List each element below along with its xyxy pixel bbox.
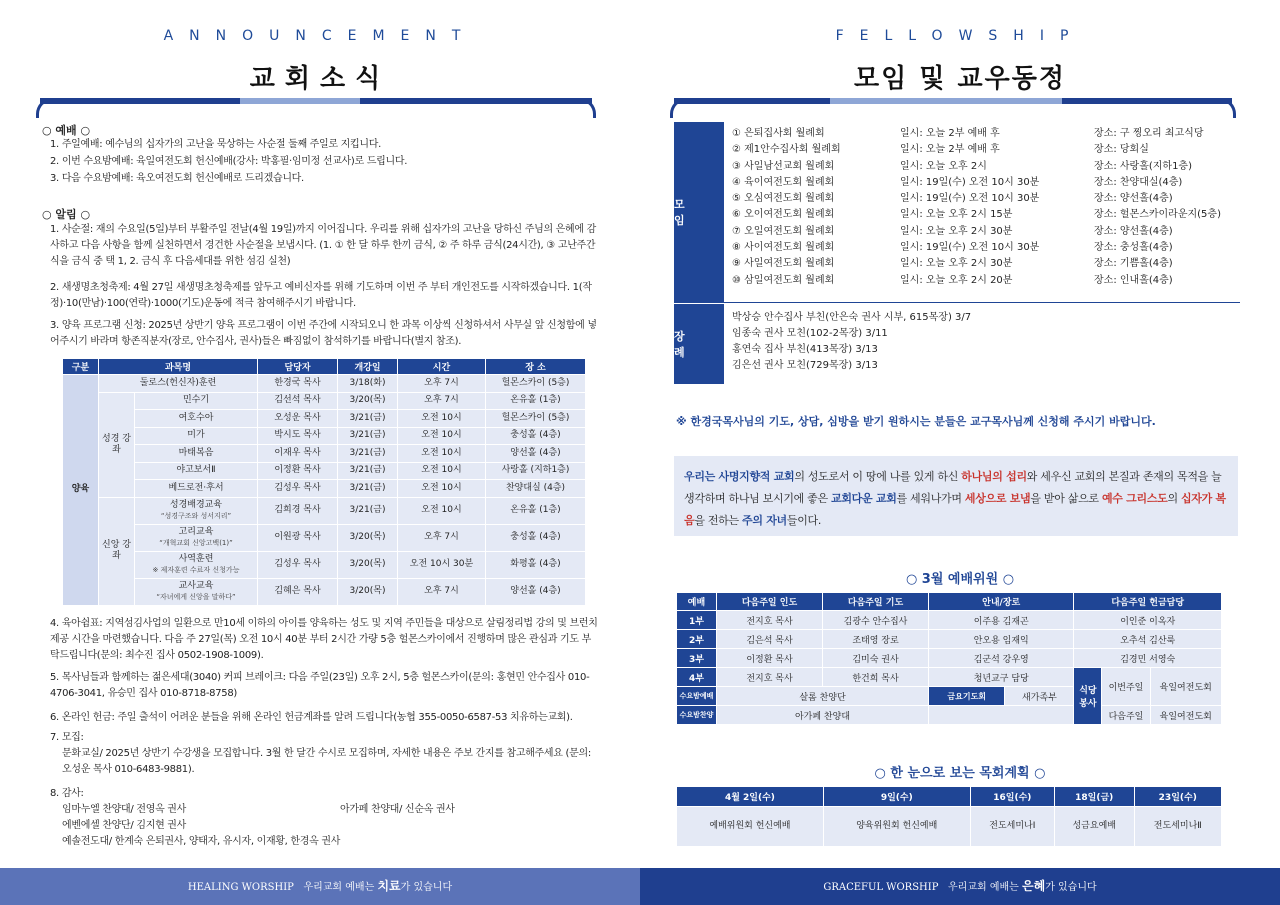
meeting-place: 장소: 인내홀(4층) [1094,274,1173,286]
cell: 3/21(금) [338,497,398,524]
cell: 육일여전도회 [1150,668,1221,706]
cell: 김미숙 권사 [823,649,929,668]
cell: 육일여전도회 [1150,706,1221,725]
notice-item: 6. 온라인 헌금: 주일 출석이 어려운 분들을 위해 온라인 헌금계좌를 알려 드립니다(농협 355-0050-6587-53 치유하는교회). [50,712,573,723]
footer-key: 치료 [377,879,401,893]
course-name: 고리교육 [178,526,214,537]
mission-text: 들이다. [786,514,822,527]
cell: 오후 7시 [398,524,486,551]
cell: 김광수 안수집사 [823,611,929,630]
cell: 오전 10시 [398,445,486,463]
meeting-list [732,126,1254,289]
group-label: 양육 [63,375,99,606]
meeting-place: 장소: 기쁨홀(4층) [1094,258,1173,270]
cell: 3부 [677,649,717,668]
th: 시간 [398,359,486,375]
cell: 오전 10시 [398,427,486,445]
cell: 김성우 목사 [258,551,338,578]
footer-ko: 가 있습니다 [400,882,453,893]
meeting-row [732,159,1254,175]
cell: 오성운 목사 [258,410,338,428]
worship-committee-table [676,592,1222,725]
th: 과목명 [99,359,258,375]
meeting-place: 장소: 사랑홀(지하1층) [1094,160,1192,172]
funeral-label: 장 례 [674,304,724,384]
cell: 김혜은 목사 [258,578,338,605]
meeting-name: ⑤ 오심여전도회 월례회 [732,193,835,205]
cell: 민수기 [135,392,258,410]
fellowship-page [640,0,1280,868]
cell: 3/20(목) [338,524,398,551]
th: 다음주일 인도 [717,593,823,611]
cell: 충성홀 (4층) [486,524,586,551]
course-sub: “개혁교회 신앙고백(1)” [159,538,233,547]
recruit-item: 문화교실/ 2025년 상반기 수강생을 모집합니다. 3월 한 달간 수시로 모집하며, 자세한 내용은 주보 간지를 참고해주세요 (문의: 오성운 목사 010-6483-9881). [62,748,591,775]
cell: 오전 10시 [398,480,486,498]
plan-table [676,786,1222,847]
meeting-time: 일시: 오늘 오후 2시 30분 [900,225,1013,237]
cell [135,551,258,578]
meeting-time: 일시: 19일(수) 오전 10시 30분 [900,193,1040,205]
funeral-item: 홍연숙 집사 부친(413목장) 3/13 [732,344,878,355]
th: 9일(수) [823,787,970,807]
meeting-place: 장소: 찬양대실(4층) [1094,176,1183,188]
program-table [62,358,586,606]
th: 안내/장로 [929,593,1074,611]
footer-en: GRACEFUL WORSHIP [823,882,939,893]
th: 구분 [63,359,99,375]
cell: 김성우 목사 [258,480,338,498]
page-title: 교회소식 [249,64,391,94]
funeral-item: 김은선 권사 모친(729목장) 3/13 [732,360,878,371]
footer-key: 은혜 [1022,879,1046,893]
cell: 헐몬스카이 (5층) [486,410,586,428]
cell: 3/21(금) [338,445,398,463]
notice-item: 4. 육아쉼표: 지역섬김사업의 일환으로 만10세 이하의 아이를 양육하는 성도 및 지역 주민들을 대상으로 살림정리법 강의 및 브런치 제공 시간을 마련했습니다. 다음 주 27일(목) 오전 10시 40분 부터 2시간 가량 5층 헐몬스카이에서 진행하며 많은 관심과 기도 부탁드립니다(문의: 최수진 집사 0502-1908-1009). [50,618,598,661]
thanks-item: 에벤에셀 찬양단/ 김지현 권사 [62,820,187,831]
cell: 청년교구 담당 [929,668,1074,687]
mission-hl: 십자가 복음 [684,492,1226,527]
th: 18일(금) [1054,787,1134,807]
meeting-time: 일시: 오늘 오후 2시 15분 [900,209,1013,221]
cell: 오후 7시 [398,392,486,410]
meeting-place: 장소: 헐몬스카이라운지(5층) [1094,209,1221,221]
cell: 여호수아 [135,410,258,428]
meeting-time: 일시: 오늘 2부 예배 후 [900,144,1000,156]
page-kicker: ANNOUNCEMENT [163,28,477,44]
cell: 둘로스(헌신자)훈련 [99,375,258,393]
th: 다음주일 기도 [823,593,929,611]
cell: 김희경 목사 [258,497,338,524]
cell: 충성홀 (4층) [486,427,586,445]
cell: 전도세미나Ⅰ [970,807,1054,847]
cell: 이주용 김재곤 [929,611,1074,630]
cell: 이재우 목사 [258,445,338,463]
meeting-name: ② 제1안수집사회 월례회 [732,144,841,156]
notice-heading: ○ 알림 ○ [42,208,91,221]
page-kicker: FELLOWSHIP [835,28,1085,44]
footer-left [0,868,640,905]
header-bar-light [830,98,1062,104]
notice-item: 1. 사순절: 재의 수요일(5일)부터 부활주일 전날(4월 19일)까지 이어집니다. 우리를 위해 십자가의 고난을 당하신 주님의 은혜에 감사하고 다음 사항을 함께 실천하면서 경건한 사순절을 보냅시다. (1. ① 한 달 하루 한끼 금식, ② 주 하루 금식(24시간), ③ 고난주간 식을 금식 중 택 1, 2. 금식 후 다음세대를 위한 섬김 실천) [50,224,597,267]
meeting-name: ⑧ 사이여전도회 월례회 [732,242,835,254]
thanks-item: 아가페 찬양대/ 신순옥 권사 [340,804,455,815]
meeting-row [732,207,1254,223]
cell: 안오용 임재익 [929,630,1074,649]
meeting-place: 장소: 양선홀(4층) [1094,225,1173,237]
course-sub: “성경구조와 성서지리” [160,511,232,520]
mission-text: 을 받아 삶으로 [1030,492,1102,505]
cell: 베드로전·후서 [135,480,258,498]
mission-text: 을 전하는 [694,514,743,527]
cell: 3/21(금) [338,480,398,498]
course-name: 성경배경교육 [169,499,223,510]
footer-en: HEALING WORSHIP [187,882,294,893]
funeral-list [732,310,971,374]
meeting-time: 일시: 19일(수) 오전 10시 30분 [900,242,1040,254]
cell: 오후 7시 [398,375,486,393]
cell: 예배위원회 헌신예배 [677,807,824,847]
cell: 양선홀 (4층) [486,445,586,463]
cell: 양육위원회 헌신예배 [823,807,970,847]
funeral-item: 박상승 안수집사 부친(안은숙 권사 시부, 615목장) 3/7 [732,312,972,323]
cell: 조태영 장로 [823,630,929,649]
divider [674,302,1240,303]
mission-text: 의 [1167,492,1181,505]
sub-label: 성경 강좌 [99,392,135,497]
course-sub: ※ 제자훈련 수료자 신청가능 [152,565,240,574]
mission-statement [674,456,1238,536]
worship-item: 2. 이번 수요밤예배: 육일여전도회 헌신예배(강사: 박홍필·임미정 선교사)로 드립니다. [50,156,408,167]
mission-hl: 예수 그리스도 [1101,492,1168,505]
meeting-name: ① 은퇴집사회 월례회 [732,128,825,139]
worship-heading: ○ 예배 ○ [42,124,91,137]
notice-item: 5. 목사님들과 함께하는 젊은세대(3040) 커피 브레이크: 다음 주일(23일) 오후 2시, 5층 헐몬스카이(문의: 홍현민 안수집사 010-4706-3041, 유승민 집사 010-8718-8758) [50,672,590,699]
cell: 오추석 김산룩 [1074,630,1222,649]
cafeteria-label: 식당 봉사 [1074,668,1102,725]
cell: 3/21(금) [338,462,398,480]
cell: 아가페 찬양대 [717,706,929,725]
worship-item: 3. 다음 수요밤예배: 육오여전도회 헌신예배로 드리겠습니다. [50,173,304,184]
th: 4월 2일(수) [677,787,824,807]
thanks-item: 예솔전도대/ 한계숙 은퇴권사, 양태자, 유시자, 이재황, 한경옥 권사 [62,836,341,847]
meeting-row [732,175,1254,191]
cell: 3/20(목) [338,578,398,605]
course-name: 교사교육 [178,580,214,591]
meeting-time: 일시: 19일(수) 오전 10시 30분 [900,176,1040,188]
cell: 이원광 목사 [258,524,338,551]
funeral-item: 임종숙 권사 모친(102-2목장) 3/11 [732,328,888,339]
cell: 3/21(금) [338,410,398,428]
cell: 1부 [677,611,717,630]
cell: 화평홀 (4층) [486,551,586,578]
meeting-place: 장소: 당회실 [1094,144,1149,156]
mission-text: 를 세워나가며 [896,492,965,505]
cell [135,578,258,605]
plan-title: ○ 한 눈으로 보는 목회계획 ○ [874,766,1046,781]
cell: 김은석 목사 [717,630,823,649]
notice-item: 8. 감사: [50,788,84,799]
cell: 헐몬스카이 (5층) [486,375,586,393]
cell: 새가족부 [1005,687,1074,706]
cell: 전도세미나Ⅱ [1134,807,1222,847]
cell: 한경국 목사 [258,375,338,393]
meeting-row [732,126,1254,142]
cell: 오전 10시 [398,410,486,428]
cell: 수요밤찬양 [677,706,717,725]
meeting-time: 일시: 오늘 오후 2시 20분 [900,274,1013,286]
notice-item: 7. 모집: [50,732,84,743]
cell: 이정환 목사 [717,649,823,668]
meeting-name: ⑥ 오이여전도회 월례회 [732,209,835,221]
header-bar [360,98,592,104]
cell: 오전 10시 [398,462,486,480]
header-bar-light [240,98,360,104]
meeting-time: 일시: 오늘 오후 2시 30분 [900,258,1013,270]
header-bar [1062,98,1232,104]
cell: 김선석 목사 [258,392,338,410]
cell [135,497,258,524]
course-sub: “자녀에게 신앙을 말하다” [156,592,236,601]
mission-hl: 하나님의 섭리 [961,470,1027,483]
cell: 양선홀 (4층) [486,578,586,605]
meeting-place: 장소: 양선홀(4층) [1094,193,1173,205]
mission-hl: 우리는 사명지향적 교회 [684,470,795,483]
meeting-time: 일시: 오늘 오후 2시 [900,160,987,172]
cell: 금요기도회 [929,687,1005,706]
th: 담당자 [258,359,338,375]
footer-ko: 우리교회 예배는 [948,882,1022,893]
cell: 전지호 목사 [717,611,823,630]
cell: 미가 [135,427,258,445]
meeting-row [732,240,1254,256]
meeting-label: 모 임 [674,122,724,302]
cell: 사랑홀 (지하1층) [486,462,586,480]
cell: 2부 [677,630,717,649]
meeting-row [732,191,1254,207]
cell: 이인준 이옥자 [1074,611,1222,630]
header-bar [40,98,240,104]
cell: 3/21(금) [338,427,398,445]
th: 23일(수) [1134,787,1222,807]
meeting-name: ⑦ 오일여전도회 월례회 [732,225,835,237]
notice-item: 3. 양육 프로그램 신청: 2025년 상반기 양육 프로그램이 이번 주간에 시작되오니 한 과목 이상씩 신청하셔서 사무실 앞 신청함에 넣어주시기 바라며 항존직분자(장로, 안수집사, 권사)들은 빠짐없이 참석하기를 바랍니다(별지 참조). [50,320,597,347]
meeting-row [732,273,1254,289]
header-bar [674,98,830,104]
cell [929,706,1074,725]
th: 다음주일 헌금담당 [1074,593,1222,611]
cell [135,524,258,551]
meeting-row [732,142,1254,158]
cell: 살롬 찬양단 [717,687,929,706]
th: 개강일 [338,359,398,375]
pastor-notice: ※ 한경국목사님의 기도, 상담, 심방을 받기 원하시는 분들은 교구목사님께 신청해 주시기 바랍니다. [676,415,1156,428]
sub-label: 신앙 강좌 [99,497,135,605]
cell: 4부 [677,668,717,687]
cell: 한건희 목사 [823,668,929,687]
cell: 마태복음 [135,445,258,463]
mission-hl: 교회다운 교회 [831,492,897,505]
thanks-item: 임마누엘 찬양대/ 전영옥 권사 [62,804,187,815]
mission-text: 와 세우신 교회의 본질과 존재의 목적을 늘 생각하며 하나님 보시기에 좋은 [684,470,1222,505]
footer-right [640,868,1280,905]
th: 장 소 [486,359,586,375]
cell: 오전 10시 [398,497,486,524]
cell: 이정환 목사 [258,462,338,480]
cell: 온유홀 (1층) [486,497,586,524]
cell: 다음주일 [1102,706,1150,725]
cell: 김경민 서영숙 [1074,649,1222,668]
meeting-place: 장소: 충성홀(4층) [1094,242,1173,254]
cell: 수요밤예배 [677,687,717,706]
cell: 전지호 목사 [717,668,823,687]
meeting-name: ④ 육이여전도회 월례회 [732,176,835,188]
meeting-time: 일시: 오늘 2부 예배 후 [900,128,1000,139]
cell: 이번주일 [1102,668,1150,706]
worship-item: 1. 주일예배: 예수님의 십자가의 고난을 묵상하는 사순절 둘째 주일로 지킵니다. [50,139,381,150]
cell: 오후 7시 [398,578,486,605]
cell: 3/20(목) [338,551,398,578]
cell: 찬양대실 (4층) [486,480,586,498]
cell: 오전 10시 30분 [398,551,486,578]
announcement-page [0,0,640,868]
footer-ko: 가 있습니다 [1045,882,1097,893]
footer-ko: 우리교회 예배는 [303,882,378,893]
cell: 3/18(화) [338,375,398,393]
meeting-place: 장소: 구 찡오리 최고식당 [1094,128,1204,139]
mission-hl: 주의 자녀 [742,514,787,527]
meeting-name: ③ 사일남선교회 월례회 [732,160,835,172]
cell: 성금요예배 [1054,807,1134,847]
notice-item: 2. 새생명초청축제: 4월 27일 새생명초청축제를 앞두고 예비신자를 위해 기도하며 이번 주 부터 개인전도를 시작하겠습니다. 1(작정)·10(만남)·100(연락)·1000(기도)운동에 적극 참여해주시기 바랍니다. [50,282,592,309]
meeting-row [732,224,1254,240]
th: 16일(수) [970,787,1054,807]
meeting-name: ⑩ 삼일여전도회 월례회 [732,274,835,286]
mission-text: 의 성도로서 이 땅에 나를 있게 하신 [794,470,962,483]
cell: 김군석 강우영 [929,649,1074,668]
meeting-name: ⑨ 사일여전도회 월례회 [732,258,835,270]
th: 예배 [677,593,717,611]
page-title: 모임 및 교우동정 [854,64,1066,94]
cell: 3/20(목) [338,392,398,410]
worship-committee-title: ○ 3월 예배위원 ○ [905,572,1015,587]
cell: 온유홀 (1층) [486,392,586,410]
mission-hl: 세상으로 보냄 [964,492,1031,505]
course-name: 사역훈련 [178,553,214,564]
cell: 박시도 목사 [258,427,338,445]
cell: 야고보서Ⅱ [135,462,258,480]
meeting-row [732,256,1254,272]
